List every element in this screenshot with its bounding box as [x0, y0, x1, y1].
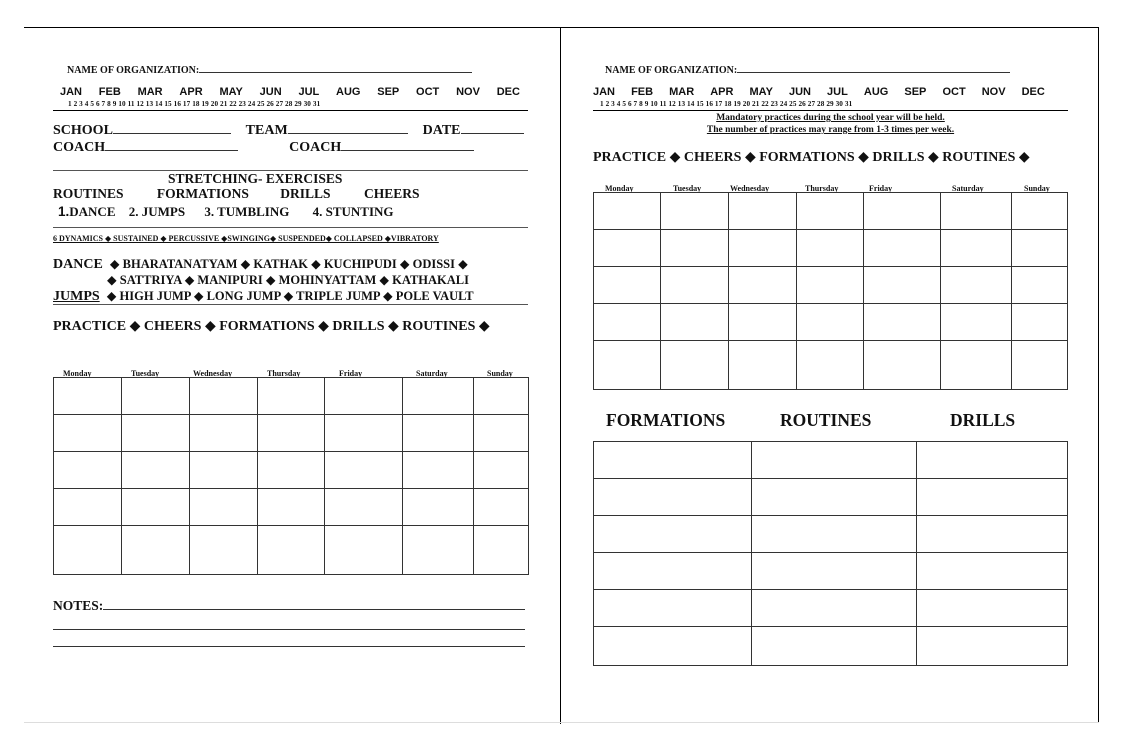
schedule-cell[interactable] [660, 341, 728, 390]
log-cell[interactable] [751, 516, 917, 553]
schedule-cell[interactable] [54, 415, 122, 452]
schedule-cell[interactable] [325, 415, 403, 452]
org-name-field[interactable] [199, 61, 472, 73]
schedule-cell[interactable] [660, 230, 728, 267]
schedule-cell[interactable] [864, 341, 941, 390]
month-label[interactable]: FEB [98, 86, 121, 98]
schedule-cell[interactable] [728, 230, 796, 267]
schedule-cell[interactable] [1012, 193, 1068, 230]
month-label[interactable]: MAR [137, 86, 163, 98]
coach-field[interactable] [341, 139, 474, 151]
month-label[interactable]: JUL [827, 86, 848, 98]
schedule-cell[interactable] [121, 378, 189, 415]
schedule-cell[interactable] [660, 304, 728, 341]
schedule-cell[interactable] [189, 489, 257, 526]
jumps-row [53, 288, 474, 305]
schedule-cell[interactable] [864, 193, 941, 230]
weekday-heading: Monday [605, 184, 634, 193]
schedule-cell[interactable] [594, 267, 661, 304]
schedule-cell[interactable] [189, 452, 257, 489]
practice-row: PRACTICE ◆ CHEERS ◆ FORMATIONS ◆ DRILLS ◆ ROUTINES ◆ [53, 319, 490, 334]
practice-schedule-grid [53, 377, 529, 575]
schedule-cell[interactable] [728, 267, 796, 304]
month-row [593, 86, 1045, 98]
schedule-cell[interactable] [660, 193, 728, 230]
schedule-cell[interactable] [728, 193, 796, 230]
schedule-cell[interactable] [796, 304, 864, 341]
month-label[interactable]: MAR [669, 86, 695, 98]
mandatory-note-1: Mandatory practices during the school year will be held. [716, 113, 945, 123]
weekday-heading: Wednesday [193, 369, 233, 378]
schedule-cell[interactable] [54, 526, 122, 575]
log-cell[interactable] [917, 516, 1068, 553]
schedule-cell[interactable] [121, 452, 189, 489]
header-rule [593, 110, 1068, 111]
schedule-cell[interactable] [941, 304, 1012, 341]
log-cell[interactable] [594, 516, 752, 553]
log-cell[interactable] [917, 627, 1068, 666]
log-cell[interactable] [594, 590, 752, 627]
org-name-row [605, 61, 1010, 76]
org-name-row [67, 61, 472, 76]
schedule-cell[interactable] [403, 452, 474, 489]
school-field[interactable] [113, 122, 231, 134]
org-name-label: NAME OF ORGANIZATION: [605, 65, 738, 76]
schedule-cell[interactable] [403, 415, 474, 452]
coach-field[interactable] [105, 139, 238, 151]
month-label[interactable]: FEB [631, 86, 654, 98]
schedule-cell[interactable] [54, 452, 122, 489]
dance-styles-2: ◆ SATTRIYA ◆ MANIPURI ◆ MOHINYATTAM ◆ KATHAKALI [107, 273, 469, 287]
month-label[interactable]: AUG [336, 86, 361, 98]
log-cell[interactable] [594, 442, 752, 479]
school-team-date-row [53, 122, 524, 139]
schedule-cell[interactable] [121, 526, 189, 575]
day-numbers[interactable]: 1 2 3 4 5 6 7 8 9 10 11 12 13 14 15 16 17 18 19 20 21 22 23 24 25 26 27 28 29 30 31 [68, 100, 321, 108]
notes-field[interactable] [103, 598, 525, 610]
categories-row [53, 186, 419, 202]
schedule-cell[interactable] [54, 378, 122, 415]
coach-label: COACH [53, 140, 106, 155]
dance-styles-1: ◆ BHARATANATYAM ◆ KATHAK ◆ KUCHIPUDI ◆ ODISSI ◆ [109, 257, 468, 271]
weekday-heading: Saturday [416, 369, 448, 378]
date-field[interactable] [461, 122, 524, 134]
log-cell[interactable] [751, 479, 917, 516]
month-label[interactable]: JAN [593, 86, 616, 98]
coach-row [53, 139, 474, 156]
item-jumps: 2. JUMPS [128, 204, 186, 219]
notes-line[interactable] [53, 646, 525, 647]
item-tumbling: 3. TUMBLING [204, 204, 290, 219]
schedule-cell[interactable] [257, 452, 325, 489]
schedule-cell[interactable] [941, 230, 1012, 267]
practice-schedule-grid [593, 192, 1068, 390]
month-label[interactable]: APR [179, 86, 203, 98]
schedule-cell[interactable] [121, 489, 189, 526]
org-name-label: NAME OF ORGANIZATION: [67, 65, 200, 76]
category-drills: DRILLS [280, 186, 331, 201]
month-label[interactable]: DEC [496, 86, 520, 98]
notes-label: NOTES: [53, 598, 104, 613]
left-page [0, 0, 560, 752]
schedule-cell[interactable] [257, 526, 325, 575]
weekday-heading: Friday [869, 184, 893, 193]
schedule-cell[interactable] [257, 489, 325, 526]
schedule-cell[interactable] [796, 230, 864, 267]
formations-heading: FORMATIONS [606, 410, 726, 430]
dance-row [53, 256, 468, 273]
log-cell[interactable] [594, 627, 752, 666]
schedule-cell[interactable] [728, 341, 796, 390]
schedule-cell[interactable] [121, 415, 189, 452]
weekday-heading: Sunday [487, 369, 513, 378]
schedule-cell[interactable] [54, 489, 122, 526]
day-numbers[interactable]: 1 2 3 4 5 6 7 8 9 10 11 12 13 14 15 16 17 18 19 20 21 22 23 24 25 26 27 28 29 30 31 [600, 100, 853, 108]
right-page [560, 0, 1100, 752]
schedule-cell[interactable] [325, 489, 403, 526]
schedule-cell[interactable] [796, 341, 864, 390]
section-rule [53, 227, 528, 228]
schedule-cell[interactable] [1012, 267, 1068, 304]
schedule-cell[interactable] [1012, 304, 1068, 341]
item-number: 1. [58, 204, 70, 219]
category-formations: FORMATIONS [156, 186, 249, 201]
schedule-cell[interactable] [594, 304, 661, 341]
log-cell[interactable] [751, 553, 917, 590]
item-stunting: 4. STUNTING [312, 204, 394, 219]
month-label[interactable]: JAN [60, 86, 83, 98]
mandatory-note-2: The number of practices may range from 1-3 times per week. [706, 125, 955, 135]
school-label: SCHOOL [53, 123, 113, 138]
month-label[interactable]: NOV [456, 86, 480, 98]
month-label[interactable]: MAY [749, 86, 773, 98]
schedule-cell[interactable] [1012, 341, 1068, 390]
category-cheers: CHEERS [363, 186, 420, 201]
schedule-cell[interactable] [864, 230, 941, 267]
jumps-list: ◆ HIGH JUMP ◆ LONG JUMP ◆ TRIPLE JUMP ◆ POLE VAULT [106, 289, 474, 303]
month-label[interactable]: OCT [942, 86, 966, 98]
log-cell[interactable] [594, 479, 752, 516]
log-cell[interactable] [917, 553, 1068, 590]
schedule-cell[interactable] [325, 452, 403, 489]
schedule-cell[interactable] [1012, 230, 1068, 267]
schedule-cell[interactable] [864, 304, 941, 341]
weekday-heading: Saturday [952, 184, 984, 193]
schedule-cell[interactable] [403, 489, 474, 526]
dynamics-row: 6 DYNAMICS ◆ SUSTAINED ◆ PERCUSSIVE ◆SWINGING◆ SUSPENDED◆ COLLAPSED ◆VIBRATORY [53, 234, 439, 243]
month-label[interactable]: NOV [981, 86, 1006, 98]
jumps-label: JUMPS [53, 289, 100, 304]
month-label[interactable]: SEP [377, 86, 400, 98]
schedule-cell[interactable] [728, 304, 796, 341]
schedule-cell[interactable] [257, 378, 325, 415]
weekday-heading: Thursday [805, 184, 839, 193]
schedule-cell[interactable] [403, 378, 474, 415]
schedule-cell[interactable] [594, 230, 661, 267]
weekday-heading: Tuesday [673, 184, 702, 193]
schedule-cell[interactable] [325, 526, 403, 575]
schedule-cell[interactable] [474, 526, 529, 575]
month-label[interactable]: DEC [1021, 86, 1045, 98]
numbered-items-row [58, 204, 394, 220]
log-cell[interactable] [751, 590, 917, 627]
team-field[interactable] [288, 122, 408, 134]
weekday-heading: Sunday [1024, 184, 1050, 193]
schedule-cell[interactable] [941, 267, 1012, 304]
schedule-cell[interactable] [474, 489, 529, 526]
stretching-title: STRETCHING- EXERCISES [168, 171, 343, 186]
schedule-cell[interactable] [403, 526, 474, 575]
schedule-cell[interactable] [660, 267, 728, 304]
month-label[interactable]: APR [710, 86, 734, 98]
weekday-heading: Wednesday [730, 184, 770, 193]
weekday-heading: Thursday [267, 369, 301, 378]
month-label[interactable]: JUN [788, 86, 811, 98]
org-name-field[interactable] [737, 61, 1010, 73]
schedule-cell[interactable] [594, 341, 661, 390]
schedule-cell[interactable] [325, 378, 403, 415]
month-label[interactable]: JUL [298, 86, 320, 98]
month-label[interactable]: SEP [904, 86, 927, 98]
date-label: DATE [422, 123, 461, 138]
weekday-heading: Friday [339, 369, 363, 378]
routines-heading: ROUTINES [780, 410, 872, 430]
practice-row: PRACTICE ◆ CHEERS ◆ FORMATIONS ◆ DRILLS ◆ ROUTINES ◆ [593, 150, 1030, 165]
schedule-cell[interactable] [796, 193, 864, 230]
log-cell[interactable] [751, 442, 917, 479]
schedule-cell[interactable] [474, 452, 529, 489]
month-label[interactable]: OCT [416, 86, 440, 98]
schedule-cell[interactable] [189, 415, 257, 452]
dance-label: DANCE [53, 257, 103, 272]
schedule-cell[interactable] [474, 378, 529, 415]
schedule-cell[interactable] [189, 526, 257, 575]
schedule-cell[interactable] [941, 193, 1012, 230]
schedule-cell[interactable] [796, 267, 864, 304]
weekday-heading: Tuesday [131, 369, 160, 378]
category-routines: ROUTINES [53, 186, 124, 201]
header-rule [53, 110, 528, 111]
month-row [60, 86, 520, 98]
log-cell[interactable] [594, 553, 752, 590]
schedule-cell[interactable] [257, 415, 325, 452]
notes-row [53, 598, 525, 614]
schedule-cell[interactable] [189, 378, 257, 415]
log-cell[interactable] [917, 479, 1068, 516]
coach-label: COACH [289, 140, 342, 155]
formations-routines-drills-grid [593, 441, 1068, 666]
log-cell[interactable] [917, 442, 1068, 479]
schedule-cell[interactable] [941, 341, 1012, 390]
month-label[interactable]: AUG [863, 86, 889, 98]
schedule-cell[interactable] [594, 193, 661, 230]
notes-line[interactable] [53, 629, 525, 630]
month-label[interactable]: JUN [259, 86, 282, 98]
weekday-heading: Monday [63, 369, 92, 378]
section-rule [53, 304, 528, 305]
schedule-cell[interactable] [474, 415, 529, 452]
team-label: TEAM [245, 123, 288, 138]
log-cell[interactable] [751, 627, 917, 666]
drills-heading: DRILLS [950, 410, 1016, 430]
item-dance: DANCE [69, 204, 116, 219]
log-cell[interactable] [917, 590, 1068, 627]
schedule-cell[interactable] [864, 267, 941, 304]
month-label[interactable]: MAY [219, 86, 243, 98]
